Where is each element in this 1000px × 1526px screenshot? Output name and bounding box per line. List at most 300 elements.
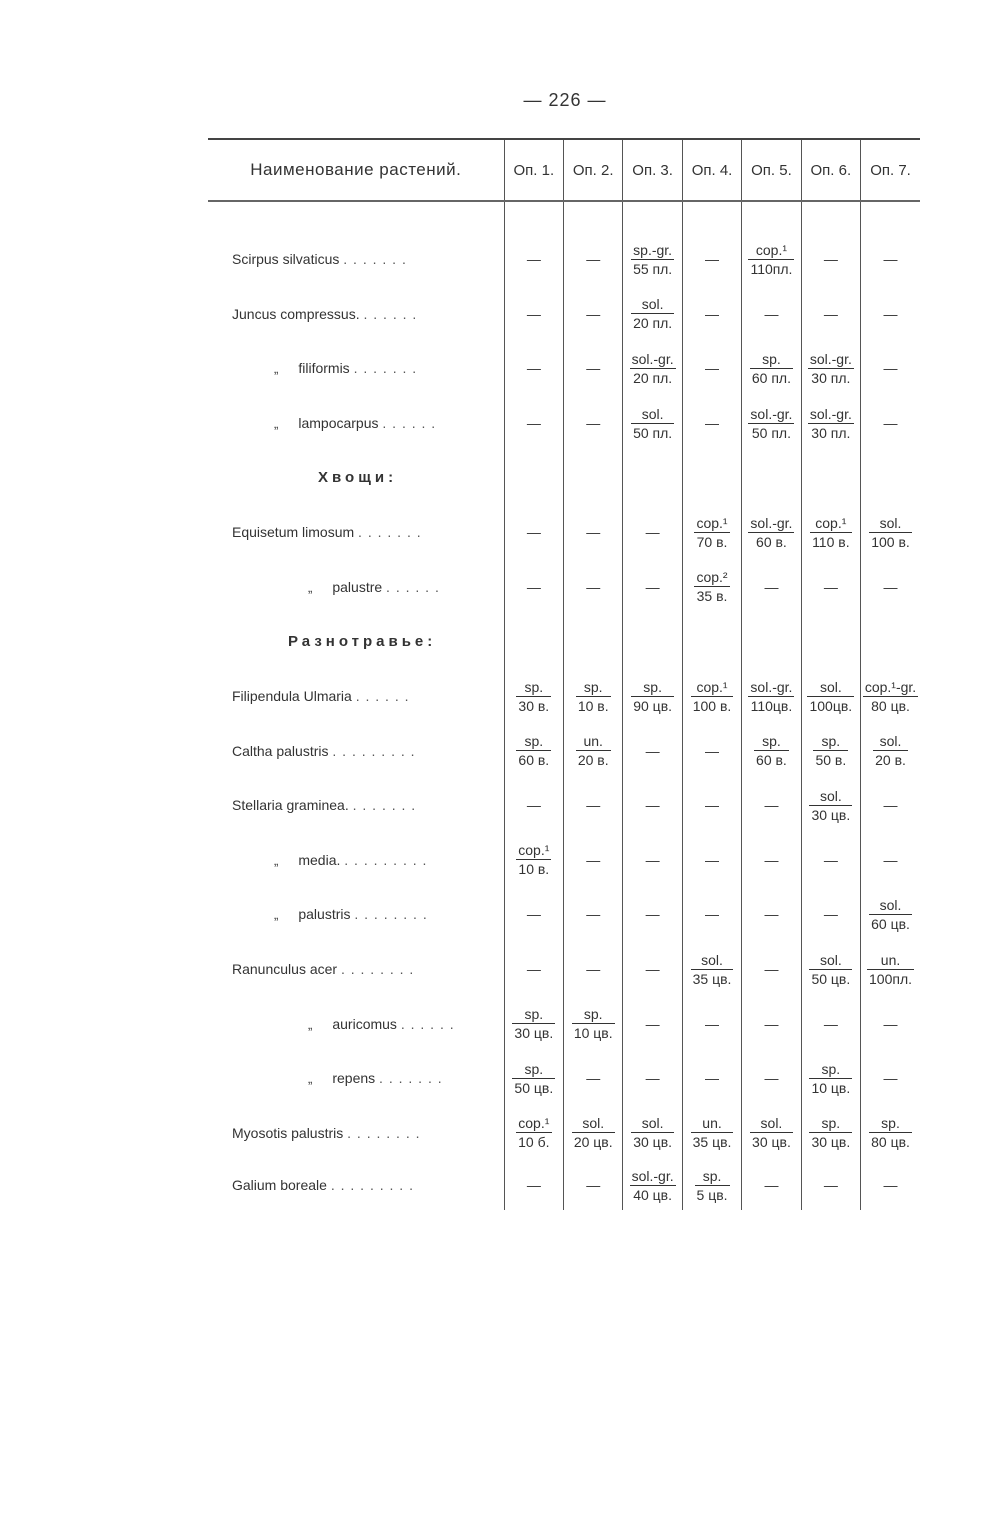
- abundance-grade: cop.¹: [696, 514, 728, 531]
- op-5-cell: [742, 1106, 801, 1161]
- dash-value: —: [883, 305, 898, 322]
- height-phase-value: 30 цв.: [811, 806, 851, 823]
- header-op-3: Оп. 3.: [623, 139, 682, 201]
- abundance-fraction: [631, 1114, 674, 1151]
- table-header-row: [208, 139, 920, 201]
- plant-name-cell: [208, 1051, 504, 1106]
- op-2-cell: [564, 560, 623, 615]
- height-phase-value: 30 цв.: [811, 1134, 851, 1151]
- op-2-cell: [564, 396, 623, 451]
- op-3-cell: [623, 778, 682, 833]
- plant-name: media.: [298, 851, 341, 868]
- dash-value: —: [823, 1177, 838, 1194]
- plant-name-cell: [208, 996, 504, 1051]
- abundance-fraction: [576, 678, 611, 715]
- dash-value: —: [645, 742, 660, 759]
- op-6-cell: [801, 1051, 860, 1106]
- dash-value: —: [526, 305, 541, 322]
- dash-value: —: [823, 906, 838, 923]
- op-1-cell: [504, 669, 563, 724]
- ditto-mark: „: [274, 361, 279, 377]
- op-7-cell: [861, 287, 920, 342]
- op-6-cell: [801, 1106, 860, 1161]
- height-phase-value: 110пл.: [750, 260, 793, 277]
- height-phase-value: 20 пл.: [633, 315, 673, 332]
- abundance-fraction: [807, 678, 854, 715]
- height-phase-value: 80 цв.: [863, 696, 918, 715]
- dash-value: —: [883, 1015, 898, 1032]
- table-row: [208, 1160, 920, 1210]
- height-phase-value: 30 цв.: [633, 1134, 673, 1151]
- op-3-cell: [623, 942, 682, 997]
- op-2-cell: [564, 942, 623, 997]
- abundance-grade: un.: [702, 1115, 722, 1132]
- abundance-grade: sp.: [821, 1115, 841, 1132]
- abundance-grade: sol.-gr.: [809, 350, 852, 367]
- abundance-fraction: [867, 951, 914, 988]
- abundance-fraction: [631, 405, 674, 442]
- op-6-cell: [801, 942, 860, 997]
- abundance-fraction: [813, 732, 848, 769]
- abundance-grade: sol.: [641, 405, 664, 422]
- dash-value: —: [645, 1070, 660, 1087]
- empty-cell: [623, 614, 682, 669]
- leader-dots: . . . . . . . .: [340, 961, 415, 978]
- table-row: [208, 1106, 920, 1161]
- op-5-cell: [742, 778, 801, 833]
- height-phase-value: 30 цв.: [752, 1134, 791, 1151]
- plant-name-cell: [208, 232, 504, 287]
- abundance-fraction: [695, 1167, 730, 1204]
- leader-dots: . . . . . . . . .: [330, 1177, 414, 1194]
- height-phase-value: 35 цв.: [692, 970, 732, 987]
- dash-value: —: [883, 797, 898, 814]
- dash-value: —: [586, 415, 601, 432]
- height-phase-value: 20 пл.: [630, 368, 676, 387]
- dash-value: —: [586, 305, 601, 322]
- height-phase-value: 10 б.: [518, 1134, 550, 1151]
- table-row: [208, 887, 920, 942]
- op-2-cell: [564, 341, 623, 396]
- height-phase-value: 20 цв.: [573, 1134, 613, 1151]
- plant-name-cell: [208, 560, 504, 615]
- op-4-cell: [682, 778, 741, 833]
- empty-cell: [623, 450, 682, 505]
- abundance-fraction: [809, 1114, 852, 1151]
- dash-value: —: [586, 1070, 601, 1087]
- dash-value: —: [883, 415, 898, 432]
- op-5-cell: [742, 996, 801, 1051]
- op-2-cell: [564, 287, 623, 342]
- abundance-fraction: [748, 678, 794, 715]
- dash-value: —: [586, 851, 601, 868]
- abundance-fraction: [691, 1114, 734, 1151]
- leader-dots: . . . . . .: [382, 415, 437, 432]
- abundance-grade: sol.: [819, 951, 842, 968]
- op-1-cell: [504, 996, 563, 1051]
- abundance-fraction: [630, 1167, 676, 1204]
- height-phase-value: 100 в.: [692, 697, 732, 714]
- op-7-cell: [861, 942, 920, 997]
- op-5-cell: [742, 396, 801, 451]
- op-4-cell: [682, 887, 741, 942]
- dash-value: —: [586, 360, 601, 377]
- leader-dots: . . . . . .: [363, 305, 418, 322]
- op-5-cell: [742, 669, 801, 724]
- dash-value: —: [526, 797, 541, 814]
- op-5-cell: [742, 833, 801, 888]
- op-5-cell: [742, 560, 801, 615]
- op-6-cell: [801, 778, 860, 833]
- op-2-cell: [564, 833, 623, 888]
- height-phase-value: 30 пл.: [808, 423, 854, 442]
- abundance-grade: sol.: [879, 514, 902, 531]
- ditto-mark: „: [308, 579, 313, 595]
- dash-value: —: [526, 906, 541, 923]
- op-7-cell: [861, 723, 920, 778]
- abundance-grade: sp.: [762, 350, 781, 367]
- abundance-fraction: [873, 732, 908, 769]
- height-phase-value: 10 в.: [516, 859, 551, 878]
- section-row: [208, 614, 920, 669]
- dash-value: —: [645, 961, 660, 978]
- leader-dots: . . . . . . . . .: [344, 851, 428, 868]
- table-spacer-row: [208, 201, 920, 232]
- abundance-grade: cop.¹-gr.: [864, 678, 917, 695]
- plant-name-cell: [208, 396, 504, 451]
- abundance-grade: sp.: [702, 1167, 722, 1184]
- dash-value: —: [764, 1015, 779, 1032]
- dash-value: —: [764, 305, 779, 322]
- header-op-4: Оп. 4.: [682, 139, 741, 201]
- op-1-cell: [504, 887, 563, 942]
- op-4-cell: [682, 232, 741, 287]
- section-row: [208, 450, 920, 505]
- leader-dots: . . . . . . . . .: [332, 742, 416, 759]
- leader-dots: . . . . . .: [400, 1015, 455, 1032]
- dash-value: —: [586, 251, 601, 268]
- dash-value: —: [526, 251, 541, 268]
- op-7-cell: [861, 996, 920, 1051]
- ditto-mark: „: [274, 907, 279, 923]
- abundance-grade: sol.-gr.: [750, 405, 793, 422]
- empty-cell: [801, 614, 860, 669]
- abundance-fraction: [748, 405, 794, 442]
- plant-name-cell: [208, 669, 504, 724]
- height-phase-value: 100пл.: [869, 970, 913, 987]
- empty-cell: [861, 450, 920, 505]
- op-1-cell: [504, 942, 563, 997]
- op-6-cell: [801, 723, 860, 778]
- plant-name-cell: [208, 1106, 504, 1161]
- table-row: [208, 396, 920, 451]
- plant-name: Myosotis palustris: [232, 1124, 344, 1141]
- plant-table-container: [208, 138, 920, 1210]
- op-4-cell: [682, 396, 741, 451]
- dash-value: —: [586, 1177, 601, 1194]
- abundance-fraction: [869, 514, 912, 551]
- height-phase-value: 60 в.: [756, 752, 787, 769]
- dash-value: —: [526, 578, 541, 595]
- op-6-cell: [801, 887, 860, 942]
- dash-value: —: [883, 851, 898, 868]
- empty-cell: [682, 450, 741, 505]
- abundance-fraction: [748, 241, 794, 278]
- op-1-cell: [504, 833, 563, 888]
- op-5-cell: [742, 1051, 801, 1106]
- abundance-grade: sol.: [701, 951, 723, 968]
- op-4-cell: [682, 942, 741, 997]
- height-phase-value: 30 пл.: [808, 368, 854, 387]
- height-phase-value: 50 в.: [815, 752, 847, 769]
- abundance-grade: cop.¹: [815, 514, 847, 531]
- abundance-grade: cop.¹: [755, 241, 787, 258]
- op-5-cell: [742, 942, 801, 997]
- plant-name: lampocarpus: [298, 415, 379, 432]
- op-1-cell: [504, 505, 563, 560]
- height-phase-value: 30 в.: [518, 697, 550, 714]
- table-row: [208, 669, 920, 724]
- op-4-cell: [682, 1106, 741, 1161]
- plant-name: repens: [332, 1070, 376, 1087]
- op-6-cell: [801, 833, 860, 888]
- empty-cell: [801, 450, 860, 505]
- height-phase-value: 110цв.: [748, 696, 794, 715]
- plant-name-cell: [208, 287, 504, 342]
- op-7-cell: [861, 833, 920, 888]
- dash-value: —: [526, 524, 541, 541]
- section-heading: Разнотравье:: [288, 632, 437, 650]
- op-7-cell: [861, 232, 920, 287]
- op-4-cell: [682, 1051, 741, 1106]
- plant-name: Caltha palustris: [232, 742, 329, 759]
- dash-value: —: [705, 415, 720, 432]
- height-phase-value: 80 цв.: [871, 1134, 910, 1151]
- ditto-mark: „: [308, 1071, 313, 1087]
- op-1-cell: [504, 341, 563, 396]
- op-3-cell: [623, 833, 682, 888]
- dash-value: —: [764, 1177, 779, 1194]
- plant-name: filiformis: [298, 360, 350, 377]
- op-6-cell: [801, 287, 860, 342]
- op-1-cell: [504, 287, 563, 342]
- dash-value: —: [705, 742, 720, 759]
- abundance-grade: sol.-gr.: [750, 678, 793, 695]
- dash-value: —: [586, 961, 601, 978]
- height-phase-value: 10 в.: [577, 697, 609, 714]
- leader-dots: . . . . . .: [355, 688, 410, 705]
- op-5-cell: [742, 287, 801, 342]
- table-row: [208, 232, 920, 287]
- plant-name: Galium boreale: [232, 1177, 327, 1194]
- height-phase-value: 35 в.: [694, 586, 729, 605]
- dash-value: —: [764, 851, 779, 868]
- op-2-cell: [564, 505, 623, 560]
- op-1-cell: [504, 778, 563, 833]
- leader-dots: . . . . . . . .: [347, 1124, 421, 1141]
- dash-value: —: [526, 360, 541, 377]
- dash-value: —: [705, 360, 720, 377]
- op-1-cell: [504, 396, 563, 451]
- height-phase-value: 55 пл.: [633, 260, 673, 277]
- dash-value: —: [764, 1070, 779, 1087]
- op-6-cell: [801, 232, 860, 287]
- abundance-grade: sp.: [821, 733, 841, 750]
- op-3-cell: [623, 287, 682, 342]
- op-5-cell: [742, 887, 801, 942]
- op-3-cell: [623, 560, 682, 615]
- table-row: [208, 778, 920, 833]
- dash-value: —: [823, 251, 838, 268]
- section-heading-cell: [208, 450, 504, 505]
- plant-name: Filipendula Ulmaria: [232, 688, 352, 705]
- abundance-fraction: [516, 732, 551, 769]
- op-3-cell: [623, 1160, 682, 1210]
- plant-name: palustris: [298, 906, 351, 923]
- abundance-fraction: [631, 678, 674, 715]
- op-4-cell: [682, 505, 741, 560]
- op-1-cell: [504, 1160, 563, 1210]
- abundance-grade: un.: [880, 951, 901, 968]
- abundance-fraction: [630, 350, 676, 387]
- op-2-cell: [564, 996, 623, 1051]
- abundance-grade: sol.: [641, 296, 664, 313]
- ditto-mark: „: [308, 1016, 313, 1032]
- op-5-cell: [742, 505, 801, 560]
- op-4-cell: [682, 996, 741, 1051]
- abundance-fraction: [869, 1114, 912, 1151]
- empty-cell: [504, 450, 563, 505]
- abundance-fraction: [512, 1005, 555, 1042]
- height-phase-value: 50 цв.: [514, 1079, 554, 1096]
- height-phase-value: 50 пл.: [748, 423, 794, 442]
- height-phase-value: 40 цв.: [630, 1185, 676, 1204]
- op-1-cell: [504, 1051, 563, 1106]
- op-3-cell: [623, 1106, 682, 1161]
- leader-dots: . . . . . . .: [358, 524, 422, 541]
- abundance-fraction: [750, 1114, 793, 1151]
- op-3-cell: [623, 669, 682, 724]
- abundance-grade: sol.: [760, 1115, 783, 1132]
- abundance-fraction: [750, 350, 793, 387]
- section-heading-cell: [208, 614, 504, 669]
- abundance-grade: sp.: [583, 1006, 603, 1023]
- op-2-cell: [564, 669, 623, 724]
- op-7-cell: [861, 778, 920, 833]
- abundance-fraction: [808, 405, 854, 442]
- height-phase-value: 60 цв.: [871, 915, 910, 932]
- abundance-fraction: [809, 951, 852, 988]
- height-phase-value: 100 в.: [871, 533, 910, 550]
- abundance-grade: cop.¹: [518, 842, 550, 859]
- dash-value: —: [586, 797, 601, 814]
- header-op-7: Оп. 7.: [861, 139, 920, 201]
- table-row: [208, 723, 920, 778]
- abundance-fraction: [748, 514, 794, 551]
- dash-value: —: [705, 797, 720, 814]
- table-row: [208, 341, 920, 396]
- op-4-cell: [682, 723, 741, 778]
- dash-value: —: [764, 578, 779, 595]
- dash-value: —: [586, 578, 601, 595]
- op-2-cell: [564, 232, 623, 287]
- dash-value: —: [645, 906, 660, 923]
- table-row: [208, 942, 920, 997]
- abundance-fraction: [631, 295, 674, 332]
- abundance-grade: sol.-gr.: [809, 405, 852, 422]
- dash-value: —: [705, 251, 720, 268]
- height-phase-value: 60 пл.: [751, 369, 791, 386]
- op-6-cell: [801, 669, 860, 724]
- height-phase-value: 20 в.: [577, 752, 609, 769]
- header-plant-name: Наименование растений.: [208, 139, 504, 201]
- op-1-cell: [504, 723, 563, 778]
- op-1-cell: [504, 232, 563, 287]
- dash-value: —: [586, 906, 601, 923]
- op-4-cell: [682, 1160, 741, 1210]
- empty-cell: [564, 450, 623, 505]
- abundance-fraction: [516, 678, 551, 715]
- abundance-fraction: [810, 514, 852, 551]
- dash-value: —: [764, 906, 779, 923]
- op-3-cell: [623, 396, 682, 451]
- header-op-5: Оп. 5.: [742, 139, 801, 201]
- empty-cell: [742, 450, 801, 505]
- plant-name-cell: [208, 341, 504, 396]
- op-1-cell: [504, 1106, 563, 1161]
- table-row: [208, 1051, 920, 1106]
- dash-value: —: [705, 906, 720, 923]
- plant-name: Scirpus silvaticus: [232, 251, 340, 268]
- abundance-fraction: [516, 841, 551, 878]
- abundance-grade: sp.: [524, 733, 544, 750]
- table-row: [208, 560, 920, 615]
- abundance-grade: cop.¹: [696, 678, 728, 695]
- abundance-grade: sol.-gr.: [750, 514, 793, 531]
- op-6-cell: [801, 341, 860, 396]
- plant-name: Stellaria graminea.: [232, 797, 349, 814]
- abundance-fraction: [691, 951, 734, 988]
- dash-value: —: [883, 1070, 898, 1087]
- dash-value: —: [705, 851, 720, 868]
- op-6-cell: [801, 560, 860, 615]
- plant-name-cell: [208, 887, 504, 942]
- op-4-cell: [682, 833, 741, 888]
- table-row: [208, 996, 920, 1051]
- op-4-cell: [682, 669, 741, 724]
- op-2-cell: [564, 778, 623, 833]
- leader-dots: . . . . . . .: [379, 1070, 443, 1087]
- dash-value: —: [764, 797, 779, 814]
- table-body: [208, 201, 920, 1210]
- op-4-cell: [682, 287, 741, 342]
- abundance-grade: sol.: [819, 787, 842, 804]
- height-phase-value: 20 в.: [875, 752, 906, 769]
- height-phase-value: 35 цв.: [692, 1134, 732, 1151]
- table-row: [208, 833, 920, 888]
- ditto-mark: „: [274, 416, 279, 432]
- abundance-fraction: [691, 678, 734, 715]
- op-4-cell: [682, 341, 741, 396]
- op-5-cell: [742, 232, 801, 287]
- dash-value: —: [526, 961, 541, 978]
- empty-cell: [564, 614, 623, 669]
- op-5-cell: [742, 723, 801, 778]
- op-3-cell: [623, 887, 682, 942]
- abundance-grade: sol.-gr.: [631, 350, 674, 367]
- abundance-fraction: [512, 1060, 555, 1097]
- abundance-fraction: [572, 1005, 615, 1042]
